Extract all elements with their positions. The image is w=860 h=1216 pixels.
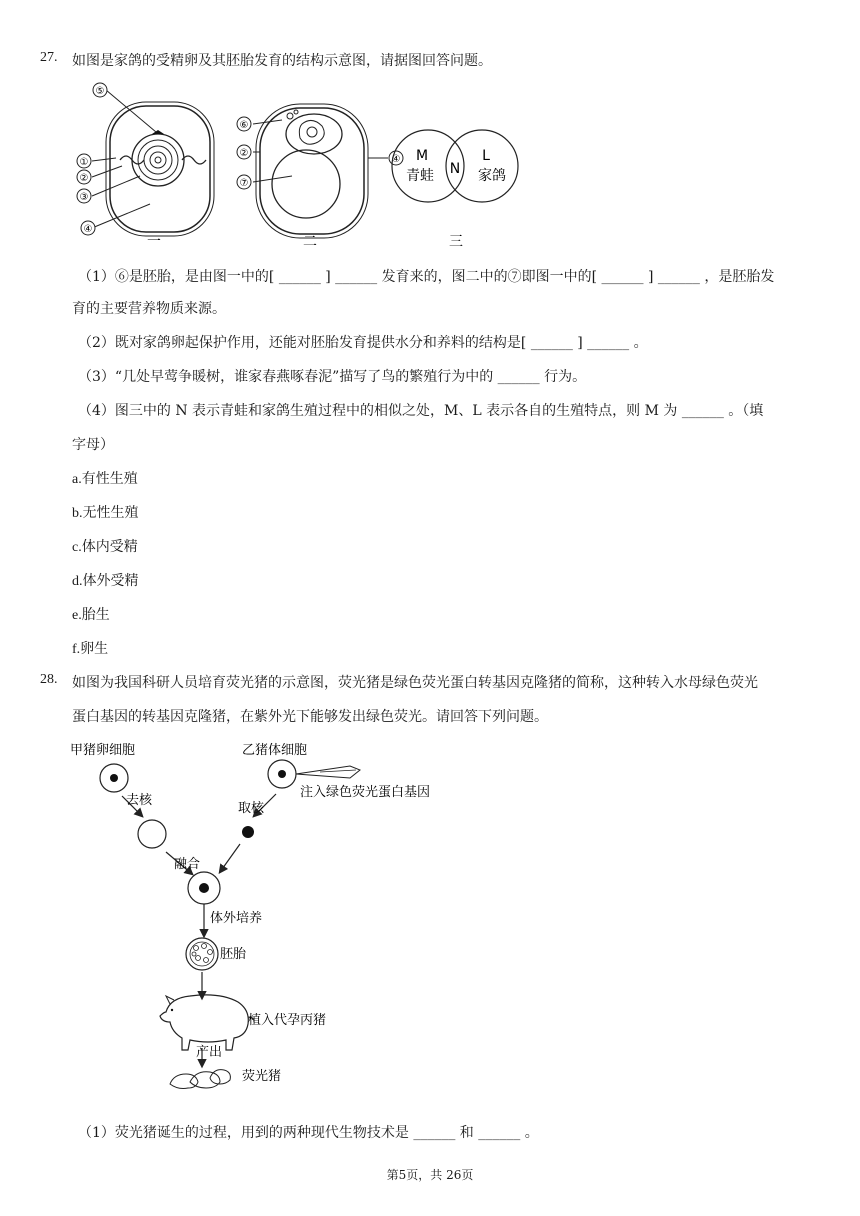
label-4: ④ (83, 224, 93, 235)
q27-figure (70, 76, 520, 252)
venn-m: M (415, 148, 429, 164)
label-1: ① (79, 157, 89, 168)
egg-figure-2 (237, 104, 403, 250)
q27-part1-line2: 育的主要营养物质来源。 (72, 301, 226, 317)
q27-part3: （3）“几处早莺争暖树，谁家春燕啄春泥”描写了鸟的繁殖行为中的 ______ 行为。 (78, 369, 587, 385)
option-d: d.体外受精 (72, 574, 139, 589)
inject-label: 注入绿色荧光蛋白基因 (300, 785, 431, 800)
implant-label: 植入代孕丙猪 (248, 1013, 327, 1028)
caption-2: 二 (303, 234, 317, 250)
embryo (186, 938, 218, 970)
page-footer: 第5页，共 26页 (386, 1168, 474, 1182)
fuse-label: 融合 (174, 857, 201, 872)
glowpig-label: 荧光猪 (242, 1069, 282, 1084)
label-6: ⑥ (239, 120, 249, 131)
caption-3: 三 (449, 234, 463, 250)
venn-diagram (392, 130, 518, 250)
label-3: ③ (79, 192, 89, 203)
culture-label: 体外培养 (210, 911, 263, 926)
enucleated-egg (138, 820, 166, 848)
q28-number: 28. (40, 672, 58, 687)
q28-stem-line2: 蛋白基因的转基因克隆猪，在紫外光下能够发出绿色荧光。请回答下列问题。 (72, 709, 548, 725)
birth-label: 产出 (196, 1045, 223, 1060)
body-cell-label: 乙猪体细胞 (242, 743, 308, 758)
option-c: c.体内受精 (72, 540, 138, 555)
q27-stem: 如图是家鸽的受精卵及其胚胎发育的结构示意图，请据图回答问题。 (72, 53, 492, 69)
option-a: a.有性生殖 (72, 472, 138, 487)
venn-l: L (482, 148, 490, 164)
enucleate-label: 去核 (126, 793, 153, 808)
extract-label: 取核 (238, 801, 265, 816)
venn-n: N (449, 161, 461, 177)
q28-part1: （1）荧光猪诞生的过程，用到的两种现代生物技术是 ______ 和 ______ 。 (78, 1125, 539, 1141)
option-f: f.卵生 (72, 642, 109, 657)
egg-figure-1 (77, 83, 214, 250)
q28-figure (70, 736, 450, 1096)
q27-part2: （2）既对家鸽卵起保护作用，还能对胚胎发育提供水分和养料的结构是[ ______ ] ______ 。 (78, 335, 648, 351)
option-b: b.无性生殖 (72, 506, 139, 521)
label-2: ② (79, 173, 89, 184)
q27-part1-line1: （1）⑥是胚胎，是由图一中的[ ______ ] ______ 发育来的，图二中的⑦即图一中的[ ______ ] ______ ，是胚胎发 (78, 269, 775, 285)
q27-part4-line2: 字母） (72, 437, 114, 453)
venn-pigeon: 家鸽 (478, 168, 506, 184)
q27-number: 27. (40, 50, 58, 65)
embryo-label: 胚胎 (220, 947, 247, 962)
label-5: ⑤ (95, 86, 105, 97)
q27-part4-line1: （4）图三中的 N 表示青蛙和家鸽生殖过程中的相似之处，M、L 表示各自的生殖特点，则 M 为 ______ 。（填 (78, 403, 764, 419)
extracted-nucleus (242, 826, 254, 838)
label-7: ⑦ (239, 178, 249, 189)
option-e: e.胎生 (72, 608, 110, 623)
venn-frog: 青蛙 (406, 168, 434, 184)
surrogate-pig (160, 995, 254, 1050)
label-4b: ④ (391, 154, 401, 165)
injection-needle (296, 766, 360, 778)
egg-cell-label: 甲猪卵细胞 (70, 743, 136, 758)
label-2b: ② (239, 148, 249, 159)
fluorescent-piglets (170, 1070, 230, 1089)
caption-1: 一 (147, 234, 161, 250)
q28-stem-line1: 如图为我国科研人员培育荧光猪的示意图，荧光猪是绿色荧光蛋白转基因克隆猪的简称，这种转入水母绿色荧光 (72, 675, 758, 691)
